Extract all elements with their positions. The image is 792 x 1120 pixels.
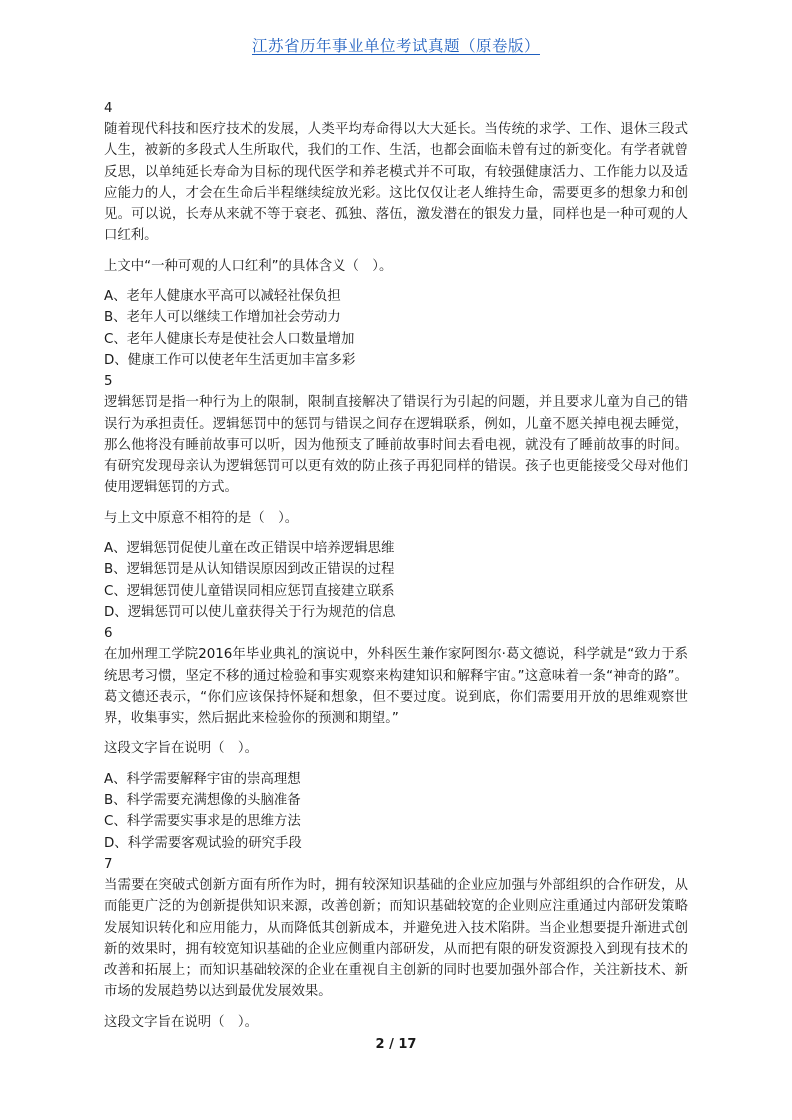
question-number: 7 [104,856,113,872]
option-a: A、老年人健康水平高可以减轻社保负担 [104,289,341,305]
option-b: B、老年人可以继续工作增加社会劳动力 [104,310,341,326]
option-list [104,286,688,371]
option-c: C、科学需要实事求是的思维方法 [104,814,301,830]
question-passage: 逻辑惩罚是指一种行为上的限制，限制直接解决了错误行为引起的问题，并且要求儿童为自己的错误行为承担责任。逻辑惩罚中的惩罚与错误之间存在逻辑联系，例如，儿童不愿关掉电视去睡觉，那么他将没有睡前故事可以听，因为他预支了睡前故事时间去看电视，就没有了睡前故事的时间。有研究发现母亲认为逻辑惩罚可以更有效的防止孩子再犯同样的错误。孩子也更能接受父母对他们使用逻辑惩罚的方式。 [104,395,688,496]
option-a: A、逻辑惩罚促使儿童在改正错误中培养逻辑思维 [104,541,395,557]
option-d: D、科学需要客观试验的研究手段 [104,835,302,851]
question-number: 5 [104,374,113,390]
option-list [104,769,688,854]
question-prompt: 与上文中原意不相符的是（ ）。 [104,510,299,526]
question-passage: 当需要在突破式创新方面有所作为时，拥有较深知识基础的企业应加强与外部组织的合作研发，从而能更广泛的为创新提供知识来源，改善创新；而知识基础较宽的企业则应注重通过内部研发策略发展知识转化和应用能力，从而降低其创新成本，并避免进入技术陷阱。当企业想要提升渐进式创新的效果时，拥有较宽知识基础的企业应侧重内部研发，从而把有限的研发资源投入到现有技术的改善和拓展上；而知识基础较深的企业在重视自主创新的同时也要加强外部合作，关注新技术、新市场的发展趋势以达到最优发展效果。 [104,877,688,1000]
option-c: C、老年人健康长寿是使社会人口数量增加 [104,331,355,347]
page-number: 2 / 17 [375,1037,417,1052]
document-title[interactable]: 江苏省历年事业单位考试真题（原卷版） [251,37,540,55]
option-list [104,538,688,623]
question-passage: 在加州理工学院2016年毕业典礼的演说中，外科医生兼作家阿图尔·葛文德说，科学就是“致力于系统思考习惯，坚定不移的通过检验和事实观察来构建知识和解释宇宙。”这意味着一条“神奇的路”。葛文德还表示，“你们应该保持怀疑和想象，但不要过度。说到底，你们需要用开放的思维观察世界，收集事实，然后据此来检验你的预测和期望。” [104,647,688,727]
document-content [104,98,688,1042]
question-6 [104,623,688,854]
question-prompt: 这段文字旨在说明（ ）。 [104,1014,258,1030]
option-d: D、逻辑惩罚可以使儿童获得关于行为规范的信息 [104,604,396,620]
question-5 [104,371,688,623]
option-b: B、科学需要充满想像的头脑准备 [104,793,301,809]
question-prompt: 上文中“一种可观的人口红利”的具体含义（ ）。 [104,258,393,274]
option-b: B、逻辑惩罚是从认知错误原因到改正错误的过程 [104,562,395,578]
option-a: A、科学需要解释宇宙的崇高理想 [104,771,301,787]
question-7 [104,854,688,1033]
option-d: D、健康工作可以使老年生活更加丰富多彩 [104,352,356,368]
question-passage: 随着现代科技和医疗技术的发展，人类平均寿命得以大大延长。当传统的求学、工作、退休三段式人生，被新的多段式人生所取代，我们的工作、生活，也都会面临未曾有过的新变化。有学者就曾反思，以单纯延长寿命为目标的现代医学和养老模式并不可取，有较强健康活力、工作能力以及适应能力的人，才会在生命后半程继续绽放光彩。这比仅仅让老人维持生命，需要更多的想象力和创见。可以说，长寿从来就不等于衰老、孤独、落伍，激发潜在的银发力量，同样也是一种可观的人口红利。 [104,122,688,244]
question-number: 6 [104,626,113,642]
option-c: C、逻辑惩罚使儿童错误同相应惩罚直接建立联系 [104,583,395,599]
question-number: 4 [104,101,113,116]
question-prompt: 这段文字旨在说明（ ）。 [104,741,258,757]
question-4 [104,98,688,371]
